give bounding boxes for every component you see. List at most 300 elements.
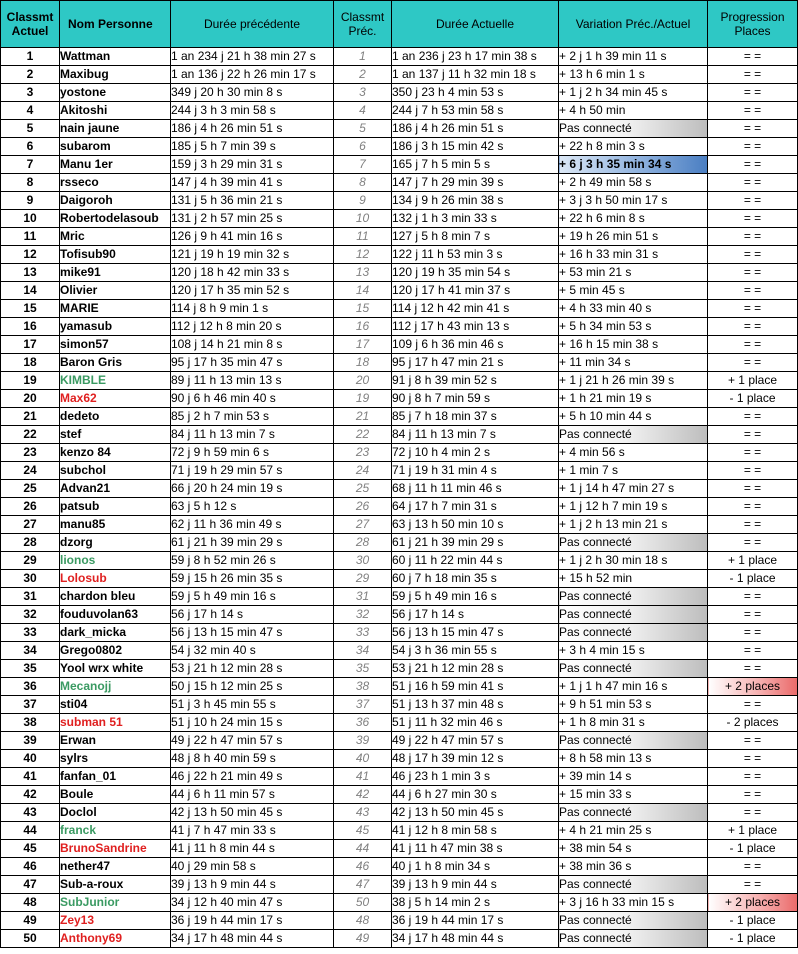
variation-cell: + 38 min 54 s xyxy=(559,840,708,858)
rank-current-cell: 15 xyxy=(1,300,60,318)
progression-cell: = = xyxy=(708,786,798,804)
table-row xyxy=(1,354,798,372)
variation-cell: + 4 h 50 min xyxy=(559,102,708,120)
variation-cell: Pas connecté xyxy=(559,876,708,894)
header-rank-previous-line1: Classmt xyxy=(340,10,385,24)
table-row xyxy=(1,894,798,912)
variation-cell: + 1 j 2 h 34 min 45 s xyxy=(559,84,708,102)
variation-cell: + 1 j 21 h 26 min 39 s xyxy=(559,372,708,390)
previous-duration-cell: 131 j 5 h 36 min 21 s xyxy=(171,192,334,210)
current-duration-cell: 40 j 1 h 8 min 34 s xyxy=(392,858,559,876)
table-row xyxy=(1,336,798,354)
rank-current-cell: 7 xyxy=(1,156,60,174)
table-row xyxy=(1,444,798,462)
rank-previous-cell: 29 xyxy=(334,570,392,588)
rank-previous-cell: 7 xyxy=(334,156,392,174)
rank-current-cell: 44 xyxy=(1,822,60,840)
previous-duration-cell: 85 j 2 h 7 min 53 s xyxy=(171,408,334,426)
person-name-cell: Yool wrx white xyxy=(60,660,171,678)
rank-previous-cell: 4 xyxy=(334,102,392,120)
variation-cell: Pas connecté xyxy=(559,606,708,624)
header-rank-current-line2: Actuel xyxy=(11,24,49,38)
current-duration-cell: 60 j 11 h 22 min 44 s xyxy=(392,552,559,570)
current-duration-cell: 112 j 17 h 43 min 13 s xyxy=(392,318,559,336)
person-name-cell: Mecanojj xyxy=(60,678,171,696)
previous-duration-cell: 112 j 12 h 8 min 20 s xyxy=(171,318,334,336)
rank-previous-cell: 37 xyxy=(334,696,392,714)
variation-cell: Pas connecté xyxy=(559,660,708,678)
rank-current-cell: 45 xyxy=(1,840,60,858)
variation-cell: Pas connecté xyxy=(559,912,708,930)
variation-cell: + 5 min 45 s xyxy=(559,282,708,300)
person-name-cell: Anthony69 xyxy=(60,930,171,948)
previous-duration-cell: 244 j 3 h 3 min 58 s xyxy=(171,102,334,120)
current-duration-cell: 48 j 17 h 39 min 12 s xyxy=(392,750,559,768)
progression-cell: = = xyxy=(708,660,798,678)
person-name-cell: sylrs xyxy=(60,750,171,768)
rank-previous-cell: 36 xyxy=(334,714,392,732)
rank-current-cell: 40 xyxy=(1,750,60,768)
previous-duration-cell: 131 j 2 h 57 min 25 s xyxy=(171,210,334,228)
progression-cell: = = xyxy=(708,228,798,246)
variation-cell: + 15 h 52 min xyxy=(559,570,708,588)
variation-cell: + 15 min 33 s xyxy=(559,786,708,804)
current-duration-cell: 84 j 11 h 13 min 7 s xyxy=(392,426,559,444)
rank-current-cell: 13 xyxy=(1,264,60,282)
progression-cell: + 2 places xyxy=(708,678,798,696)
current-duration-cell: 134 j 9 h 26 min 38 s xyxy=(392,192,559,210)
rank-previous-cell: 44 xyxy=(334,840,392,858)
table-row xyxy=(1,138,798,156)
progression-cell: - 1 place xyxy=(708,912,798,930)
table-row xyxy=(1,732,798,750)
rank-current-cell: 46 xyxy=(1,858,60,876)
progression-cell: = = xyxy=(708,534,798,552)
rank-previous-cell: 19 xyxy=(334,390,392,408)
rank-current-cell: 47 xyxy=(1,876,60,894)
rank-previous-cell: 17 xyxy=(334,336,392,354)
previous-duration-cell: 46 j 22 h 21 min 49 s xyxy=(171,768,334,786)
previous-duration-cell: 59 j 5 h 49 min 16 s xyxy=(171,588,334,606)
rank-current-cell: 8 xyxy=(1,174,60,192)
progression-cell: = = xyxy=(708,498,798,516)
table-row xyxy=(1,804,798,822)
rank-current-cell: 20 xyxy=(1,390,60,408)
current-duration-cell: 51 j 11 h 32 min 46 s xyxy=(392,714,559,732)
rank-current-cell: 36 xyxy=(1,678,60,696)
rank-previous-cell: 2 xyxy=(334,66,392,84)
header-current-duration: Durée Actuelle xyxy=(392,1,559,48)
rank-previous-cell: 14 xyxy=(334,282,392,300)
header-variation: Variation Préc./Actuel xyxy=(559,1,708,48)
previous-duration-cell: 51 j 10 h 24 min 15 s xyxy=(171,714,334,732)
variation-cell: Pas connecté xyxy=(559,930,708,948)
rank-current-cell: 35 xyxy=(1,660,60,678)
rank-previous-cell: 21 xyxy=(334,408,392,426)
table-row xyxy=(1,480,798,498)
table-row xyxy=(1,840,798,858)
rank-current-cell: 6 xyxy=(1,138,60,156)
previous-duration-cell: 72 j 9 h 59 min 6 s xyxy=(171,444,334,462)
previous-duration-cell: 54 j 32 min 40 s xyxy=(171,642,334,660)
table-row xyxy=(1,462,798,480)
previous-duration-cell: 40 j 29 min 58 s xyxy=(171,858,334,876)
variation-cell: + 1 j 1 h 47 min 16 s xyxy=(559,678,708,696)
table-body xyxy=(1,48,798,948)
previous-duration-cell: 56 j 17 h 14 s xyxy=(171,606,334,624)
person-name-cell: Advan21 xyxy=(60,480,171,498)
rank-current-cell: 43 xyxy=(1,804,60,822)
current-duration-cell: 95 j 17 h 47 min 21 s xyxy=(392,354,559,372)
variation-cell: + 16 h 33 min 31 s xyxy=(559,246,708,264)
current-duration-cell: 114 j 12 h 42 min 41 s xyxy=(392,300,559,318)
variation-cell: + 38 min 36 s xyxy=(559,858,708,876)
table-row xyxy=(1,912,798,930)
progression-cell: = = xyxy=(708,732,798,750)
rank-current-cell: 11 xyxy=(1,228,60,246)
person-name-cell: Doclol xyxy=(60,804,171,822)
rank-previous-cell: 25 xyxy=(334,480,392,498)
rank-previous-cell: 26 xyxy=(334,498,392,516)
current-duration-cell: 120 j 19 h 35 min 54 s xyxy=(392,264,559,282)
variation-cell: Pas connecté xyxy=(559,804,708,822)
rank-current-cell: 23 xyxy=(1,444,60,462)
table-row xyxy=(1,426,798,444)
current-duration-cell: 54 j 3 h 36 min 55 s xyxy=(392,642,559,660)
table-row xyxy=(1,786,798,804)
rank-current-cell: 28 xyxy=(1,534,60,552)
current-duration-cell: 56 j 17 h 14 s xyxy=(392,606,559,624)
rank-current-cell: 17 xyxy=(1,336,60,354)
person-name-cell: MARIE xyxy=(60,300,171,318)
rank-current-cell: 27 xyxy=(1,516,60,534)
current-duration-cell: 165 j 7 h 5 min 5 s xyxy=(392,156,559,174)
variation-cell: + 39 min 14 s xyxy=(559,768,708,786)
table-row xyxy=(1,534,798,552)
progression-cell: = = xyxy=(708,102,798,120)
rank-previous-cell: 30 xyxy=(334,552,392,570)
previous-duration-cell: 62 j 11 h 36 min 49 s xyxy=(171,516,334,534)
variation-cell: + 2 j 1 h 39 min 11 s xyxy=(559,48,708,66)
variation-cell: Pas connecté xyxy=(559,588,708,606)
person-name-cell: dzorg xyxy=(60,534,171,552)
variation-cell: + 4 h 33 min 40 s xyxy=(559,300,708,318)
progression-cell: + 2 places xyxy=(708,894,798,912)
rank-current-cell: 9 xyxy=(1,192,60,210)
progression-cell: = = xyxy=(708,750,798,768)
variation-cell: + 1 j 14 h 47 min 27 s xyxy=(559,480,708,498)
variation-cell: Pas connecté xyxy=(559,120,708,138)
person-name-cell: Olivier xyxy=(60,282,171,300)
current-duration-cell: 44 j 6 h 27 min 30 s xyxy=(392,786,559,804)
current-duration-cell: 186 j 3 h 15 min 42 s xyxy=(392,138,559,156)
current-duration-cell: 63 j 13 h 50 min 10 s xyxy=(392,516,559,534)
previous-duration-cell: 44 j 6 h 11 min 57 s xyxy=(171,786,334,804)
previous-duration-cell: 41 j 7 h 47 min 33 s xyxy=(171,822,334,840)
progression-cell: = = xyxy=(708,246,798,264)
table-row xyxy=(1,930,798,948)
current-duration-cell: 122 j 11 h 53 min 3 s xyxy=(392,246,559,264)
progression-cell: = = xyxy=(708,516,798,534)
rank-previous-cell: 24 xyxy=(334,462,392,480)
progression-cell: - 2 places xyxy=(708,714,798,732)
rank-current-cell: 5 xyxy=(1,120,60,138)
variation-cell: Pas connecté xyxy=(559,534,708,552)
variation-cell: + 3 j 16 h 33 min 15 s xyxy=(559,894,708,912)
rank-current-cell: 21 xyxy=(1,408,60,426)
progression-cell: = = xyxy=(708,876,798,894)
progression-cell: = = xyxy=(708,588,798,606)
rank-current-cell: 4 xyxy=(1,102,60,120)
rank-current-cell: 19 xyxy=(1,372,60,390)
current-duration-cell: 53 j 21 h 12 min 28 s xyxy=(392,660,559,678)
progression-cell: - 1 place xyxy=(708,930,798,948)
current-duration-cell: 41 j 12 h 8 min 58 s xyxy=(392,822,559,840)
table-row xyxy=(1,714,798,732)
rank-previous-cell: 6 xyxy=(334,138,392,156)
progression-cell: - 1 place xyxy=(708,840,798,858)
table-row xyxy=(1,408,798,426)
person-name-cell: Zey13 xyxy=(60,912,171,930)
rank-previous-cell: 27 xyxy=(334,516,392,534)
rank-previous-cell: 15 xyxy=(334,300,392,318)
progression-cell: = = xyxy=(708,462,798,480)
person-name-cell: Grego0802 xyxy=(60,642,171,660)
table-row xyxy=(1,156,798,174)
variation-cell: + 6 j 3 h 35 min 34 s xyxy=(559,156,708,174)
progression-cell: = = xyxy=(708,336,798,354)
table-row xyxy=(1,606,798,624)
table-row xyxy=(1,516,798,534)
person-name-cell: subchol xyxy=(60,462,171,480)
current-duration-cell: 350 j 23 h 4 min 53 s xyxy=(392,84,559,102)
progression-cell: = = xyxy=(708,138,798,156)
rank-current-cell: 14 xyxy=(1,282,60,300)
current-duration-cell: 36 j 19 h 44 min 17 s xyxy=(392,912,559,930)
current-duration-cell: 68 j 11 h 11 min 46 s xyxy=(392,480,559,498)
header-row xyxy=(1,1,798,48)
previous-duration-cell: 1 an 136 j 22 h 26 min 17 s xyxy=(171,66,334,84)
rank-current-cell: 3 xyxy=(1,84,60,102)
progression-cell: = = xyxy=(708,642,798,660)
person-name-cell: Manu 1er xyxy=(60,156,171,174)
table-row xyxy=(1,120,798,138)
table-row xyxy=(1,192,798,210)
progression-cell: - 1 place xyxy=(708,570,798,588)
current-duration-cell: 71 j 19 h 31 min 4 s xyxy=(392,462,559,480)
rank-current-cell: 2 xyxy=(1,66,60,84)
previous-duration-cell: 34 j 17 h 48 min 44 s xyxy=(171,930,334,948)
variation-cell: + 3 j 3 h 50 min 17 s xyxy=(559,192,708,210)
progression-cell: = = xyxy=(708,606,798,624)
table-row xyxy=(1,876,798,894)
rank-previous-cell: 47 xyxy=(334,876,392,894)
table-row xyxy=(1,552,798,570)
previous-duration-cell: 50 j 15 h 12 min 25 s xyxy=(171,678,334,696)
current-duration-cell: 46 j 23 h 1 min 3 s xyxy=(392,768,559,786)
progression-cell: = = xyxy=(708,174,798,192)
progression-cell: = = xyxy=(708,192,798,210)
rank-current-cell: 42 xyxy=(1,786,60,804)
person-name-cell: franck xyxy=(60,822,171,840)
person-name-cell: subarom xyxy=(60,138,171,156)
person-name-cell: Daigoroh xyxy=(60,192,171,210)
table-row xyxy=(1,210,798,228)
previous-duration-cell: 120 j 18 h 42 min 33 s xyxy=(171,264,334,282)
current-duration-cell: 38 j 5 h 14 min 2 s xyxy=(392,894,559,912)
previous-duration-cell: 63 j 5 h 12 s xyxy=(171,498,334,516)
person-name-cell: Boule xyxy=(60,786,171,804)
table-row xyxy=(1,588,798,606)
previous-duration-cell: 114 j 8 h 9 min 1 s xyxy=(171,300,334,318)
previous-duration-cell: 39 j 13 h 9 min 44 s xyxy=(171,876,334,894)
variation-cell: + 5 h 34 min 53 s xyxy=(559,318,708,336)
progression-cell: = = xyxy=(708,624,798,642)
progression-cell: = = xyxy=(708,66,798,84)
rank-current-cell: 34 xyxy=(1,642,60,660)
previous-duration-cell: 89 j 11 h 13 min 13 s xyxy=(171,372,334,390)
person-name-cell: lionos xyxy=(60,552,171,570)
current-duration-cell: 147 j 7 h 29 min 39 s xyxy=(392,174,559,192)
variation-cell: + 1 j 12 h 7 min 19 s xyxy=(559,498,708,516)
variation-cell: + 9 h 51 min 53 s xyxy=(559,696,708,714)
person-name-cell: Tofisub90 xyxy=(60,246,171,264)
previous-duration-cell: 1 an 234 j 21 h 38 min 27 s xyxy=(171,48,334,66)
previous-duration-cell: 49 j 22 h 47 min 57 s xyxy=(171,732,334,750)
progression-cell: - 1 place xyxy=(708,390,798,408)
current-duration-cell: 186 j 4 h 26 min 51 s xyxy=(392,120,559,138)
rank-previous-cell: 10 xyxy=(334,210,392,228)
person-name-cell: fouduvolan63 xyxy=(60,606,171,624)
rank-previous-cell: 20 xyxy=(334,372,392,390)
rank-previous-cell: 49 xyxy=(334,930,392,948)
previous-duration-cell: 59 j 8 h 52 min 26 s xyxy=(171,552,334,570)
variation-cell: + 16 h 15 min 38 s xyxy=(559,336,708,354)
previous-duration-cell: 66 j 20 h 24 min 19 s xyxy=(171,480,334,498)
rank-current-cell: 37 xyxy=(1,696,60,714)
table-row xyxy=(1,570,798,588)
person-name-cell: dark_micka xyxy=(60,624,171,642)
rank-previous-cell: 11 xyxy=(334,228,392,246)
previous-duration-cell: 36 j 19 h 44 min 17 s xyxy=(171,912,334,930)
current-duration-cell: 244 j 7 h 53 min 58 s xyxy=(392,102,559,120)
previous-duration-cell: 186 j 4 h 26 min 51 s xyxy=(171,120,334,138)
variation-cell: + 22 h 6 min 8 s xyxy=(559,210,708,228)
variation-cell: + 1 min 7 s xyxy=(559,462,708,480)
progression-cell: = = xyxy=(708,804,798,822)
variation-cell: + 8 h 58 min 13 s xyxy=(559,750,708,768)
current-duration-cell: 72 j 10 h 4 min 2 s xyxy=(392,444,559,462)
table-header xyxy=(1,1,798,48)
current-duration-cell: 60 j 7 h 18 min 35 s xyxy=(392,570,559,588)
rank-previous-cell: 22 xyxy=(334,426,392,444)
rank-previous-cell: 38 xyxy=(334,678,392,696)
table-row xyxy=(1,246,798,264)
table-row xyxy=(1,498,798,516)
header-progression-line2: Places xyxy=(734,24,771,38)
current-duration-cell: 59 j 5 h 49 min 16 s xyxy=(392,588,559,606)
person-name-cell: sti04 xyxy=(60,696,171,714)
table-row xyxy=(1,660,798,678)
person-name-cell: Sub-a-roux xyxy=(60,876,171,894)
rank-current-cell: 24 xyxy=(1,462,60,480)
person-name-cell: kenzo 84 xyxy=(60,444,171,462)
previous-duration-cell: 53 j 21 h 12 min 28 s xyxy=(171,660,334,678)
previous-duration-cell: 42 j 13 h 50 min 45 s xyxy=(171,804,334,822)
progression-cell: = = xyxy=(708,318,798,336)
previous-duration-cell: 95 j 17 h 35 min 47 s xyxy=(171,354,334,372)
person-name-cell: rsseco xyxy=(60,174,171,192)
variation-cell: + 3 h 4 min 15 s xyxy=(559,642,708,660)
table-row xyxy=(1,624,798,642)
current-duration-cell: 49 j 22 h 47 min 57 s xyxy=(392,732,559,750)
table-row xyxy=(1,318,798,336)
rank-current-cell: 10 xyxy=(1,210,60,228)
current-duration-cell: 127 j 5 h 8 min 7 s xyxy=(392,228,559,246)
header-previous-duration: Durée précédente xyxy=(171,1,334,48)
current-duration-cell: 90 j 8 h 7 min 59 s xyxy=(392,390,559,408)
person-name-cell: BrunoSandrine xyxy=(60,840,171,858)
progression-cell: = = xyxy=(708,84,798,102)
rank-current-cell: 50 xyxy=(1,930,60,948)
person-name-cell: Maxibug xyxy=(60,66,171,84)
rank-previous-cell: 28 xyxy=(334,534,392,552)
current-duration-cell: 120 j 17 h 41 min 37 s xyxy=(392,282,559,300)
progression-cell: = = xyxy=(708,408,798,426)
person-name-cell: manu85 xyxy=(60,516,171,534)
previous-duration-cell: 71 j 19 h 29 min 57 s xyxy=(171,462,334,480)
table-row xyxy=(1,696,798,714)
table-row xyxy=(1,768,798,786)
rank-current-cell: 16 xyxy=(1,318,60,336)
variation-cell: + 11 min 34 s xyxy=(559,354,708,372)
previous-duration-cell: 120 j 17 h 35 min 52 s xyxy=(171,282,334,300)
header-rank-previous-line2: Préc. xyxy=(348,24,377,38)
previous-duration-cell: 108 j 14 h 21 min 8 s xyxy=(171,336,334,354)
table-row xyxy=(1,642,798,660)
rank-previous-cell: 3 xyxy=(334,84,392,102)
header-rank-current xyxy=(1,1,60,48)
rank-current-cell: 41 xyxy=(1,768,60,786)
header-person-name: Nom Personne xyxy=(60,1,171,48)
table-row xyxy=(1,228,798,246)
header-rank-previous xyxy=(334,1,392,48)
rank-previous-cell: 41 xyxy=(334,768,392,786)
person-name-cell: Mric xyxy=(60,228,171,246)
person-name-cell: fanfan_01 xyxy=(60,768,171,786)
current-duration-cell: 132 j 1 h 3 min 33 s xyxy=(392,210,559,228)
person-name-cell: dedeto xyxy=(60,408,171,426)
previous-duration-cell: 56 j 13 h 15 min 47 s xyxy=(171,624,334,642)
person-name-cell: nain jaune xyxy=(60,120,171,138)
person-name-cell: SubJunior xyxy=(60,894,171,912)
rank-previous-cell: 32 xyxy=(334,606,392,624)
current-duration-cell: 41 j 11 h 47 min 38 s xyxy=(392,840,559,858)
rank-current-cell: 32 xyxy=(1,606,60,624)
person-name-cell: subman 51 xyxy=(60,714,171,732)
rank-current-cell: 18 xyxy=(1,354,60,372)
progression-cell: = = xyxy=(708,768,798,786)
person-name-cell: KIMBLE xyxy=(60,372,171,390)
progression-cell: + 1 place xyxy=(708,372,798,390)
rank-current-cell: 33 xyxy=(1,624,60,642)
rank-current-cell: 38 xyxy=(1,714,60,732)
rank-current-cell: 25 xyxy=(1,480,60,498)
progression-cell: = = xyxy=(708,282,798,300)
previous-duration-cell: 349 j 20 h 30 min 8 s xyxy=(171,84,334,102)
table-row xyxy=(1,84,798,102)
rank-previous-cell: 43 xyxy=(334,804,392,822)
